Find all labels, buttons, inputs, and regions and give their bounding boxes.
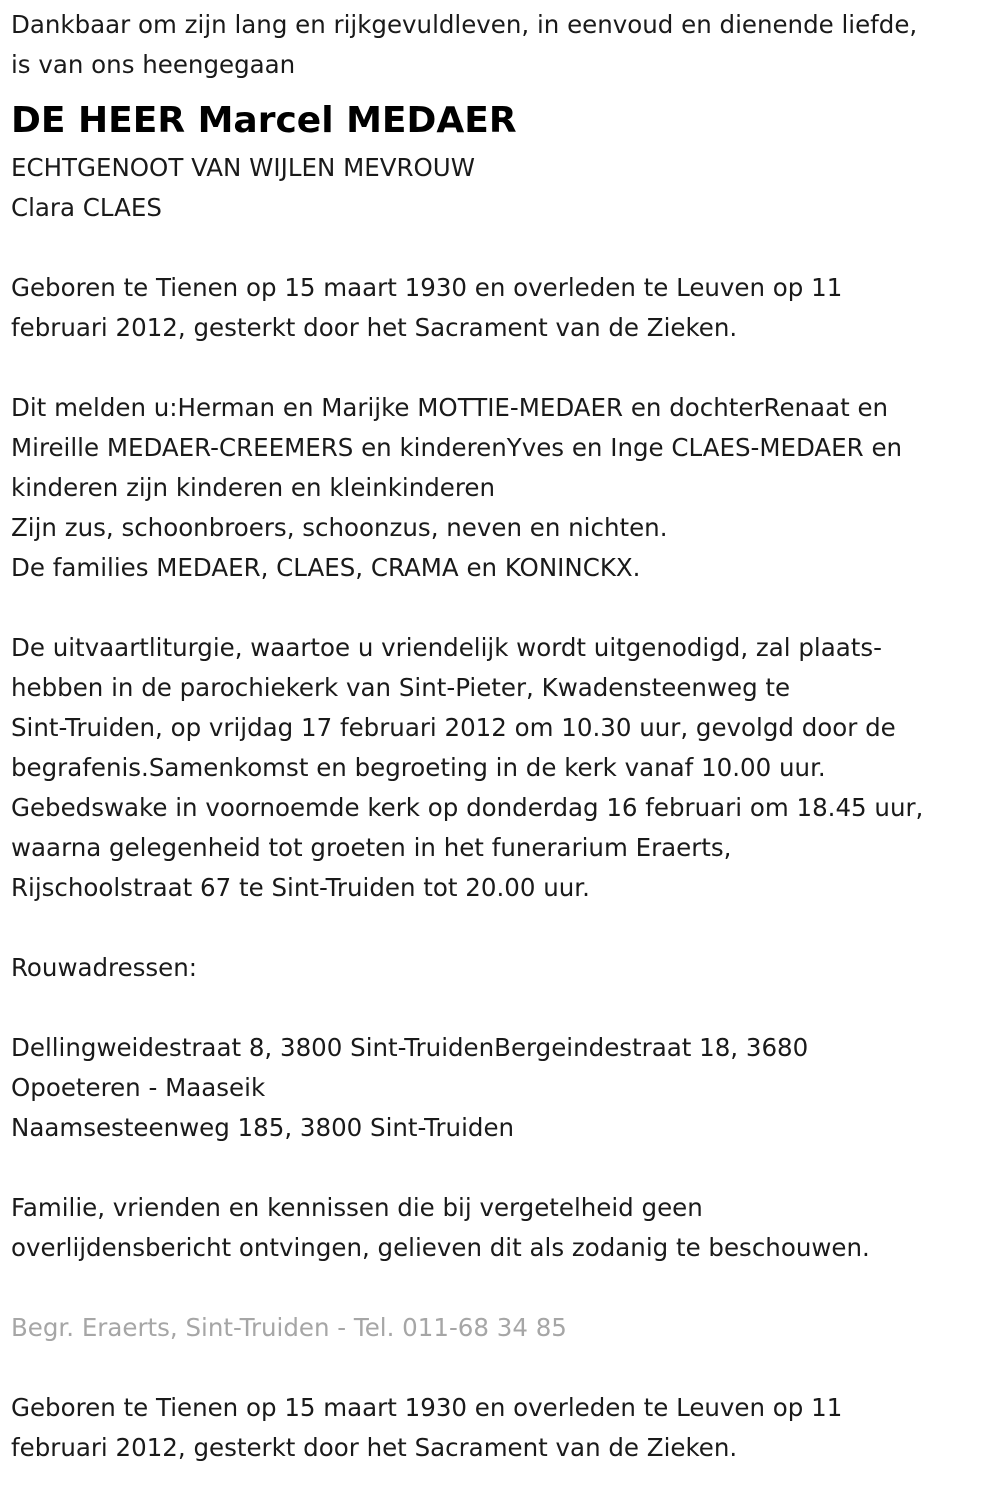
birth-death-section bbox=[11, 268, 989, 348]
funeral-line: waarna gelegenheid tot groeten in het funerarium Eraerts, bbox=[11, 833, 732, 862]
spacer bbox=[11, 348, 989, 388]
intro-line: Dankbaar om zijn lang en rijkgevuldleven, in eenvoud en dienende liefde, bbox=[11, 10, 918, 39]
spacer bbox=[11, 1348, 989, 1388]
address-line: Opoeteren - Maaseik bbox=[11, 1073, 266, 1102]
family-line: kinderen zijn kinderen en kleinkinderen bbox=[11, 473, 496, 502]
spacer bbox=[11, 908, 989, 948]
family-section bbox=[11, 388, 989, 588]
funeral-line: hebben in de parochiekerk van Sint-Pieter, Kwadensteenweg te bbox=[11, 673, 791, 702]
notice-section bbox=[11, 1188, 989, 1268]
address-line: Dellingweidestraat 8, 3800 Sint-TruidenBergeindestraat 18, 3680 bbox=[11, 1033, 809, 1062]
funeral-line: Sint-Truiden, op vrijdag 17 februari 2012 om 10.30 uur, gevolgd door de bbox=[11, 713, 896, 742]
notice-line: overlijdensbericht ontvingen, gelieven dit als zodanig te beschouwen. bbox=[11, 1233, 870, 1262]
intro-line: is van ons heengegaan bbox=[11, 50, 296, 79]
addresses-section bbox=[11, 1028, 989, 1148]
addresses-heading: Rouwadressen: bbox=[11, 953, 198, 982]
birth-death-line: februari 2012, gesterkt door het Sacrament van de Zieken. bbox=[11, 1433, 738, 1462]
spacer bbox=[11, 588, 989, 628]
spouse-line: ECHTGENOOT VAN WIJLEN MEVROUW bbox=[11, 153, 475, 182]
family-line: Dit melden u:Herman en Marijke MOTTIE-MEDAER en dochterRenaat en bbox=[11, 393, 889, 422]
spouse-section bbox=[11, 148, 989, 228]
birth-death-repeat-section bbox=[11, 1388, 989, 1468]
undertaker-line: Begr. Eraerts, Sint-Truiden - Tel. 011-68 34 85 bbox=[11, 1313, 567, 1342]
spouse-name: Clara CLAES bbox=[11, 193, 162, 222]
address-line: Naamsesteenweg 185, 3800 Sint-Truiden bbox=[11, 1113, 515, 1142]
funeral-line: Rijschoolstraat 67 te Sint-Truiden tot 20.00 uur. bbox=[11, 873, 590, 902]
spacer bbox=[11, 988, 989, 1028]
spacer bbox=[11, 1148, 989, 1188]
birth-death-line: februari 2012, gesterkt door het Sacrament van de Zieken. bbox=[11, 313, 738, 342]
funeral-line: begrafenis.Samenkomst en begroeting in de kerk vanaf 10.00 uur. bbox=[11, 753, 826, 782]
intro-section bbox=[11, 5, 989, 85]
spacer bbox=[11, 1268, 989, 1308]
funeral-section bbox=[11, 628, 989, 908]
birth-death-line: Geboren te Tienen op 15 maart 1930 en overleden te Leuven op 11 bbox=[11, 273, 843, 302]
deceased-name: DE HEER Marcel MEDAER bbox=[11, 100, 517, 141]
family-line: Mireille MEDAER-CREEMERS en kinderenYves en Inge CLAES-MEDAER en bbox=[11, 433, 903, 462]
birth-death-line: Geboren te Tienen op 15 maart 1930 en overleden te Leuven op 11 bbox=[11, 1393, 843, 1422]
notice-line: Familie, vrienden en kennissen die bij vergetelheid geen bbox=[11, 1193, 703, 1222]
spacer bbox=[11, 228, 989, 268]
family-line: Zijn zus, schoonbroers, schoonzus, neven en nichten. bbox=[11, 513, 668, 542]
funeral-line: De uitvaartliturgie, waartoe u vriendelijk wordt uitgenodigd, zal plaats- bbox=[11, 633, 882, 662]
family-line: De families MEDAER, CLAES, CRAMA en KONINCKX. bbox=[11, 553, 641, 582]
funeral-line: Gebedswake in voornoemde kerk op donderdag 16 februari om 18.45 uur, bbox=[11, 793, 924, 822]
